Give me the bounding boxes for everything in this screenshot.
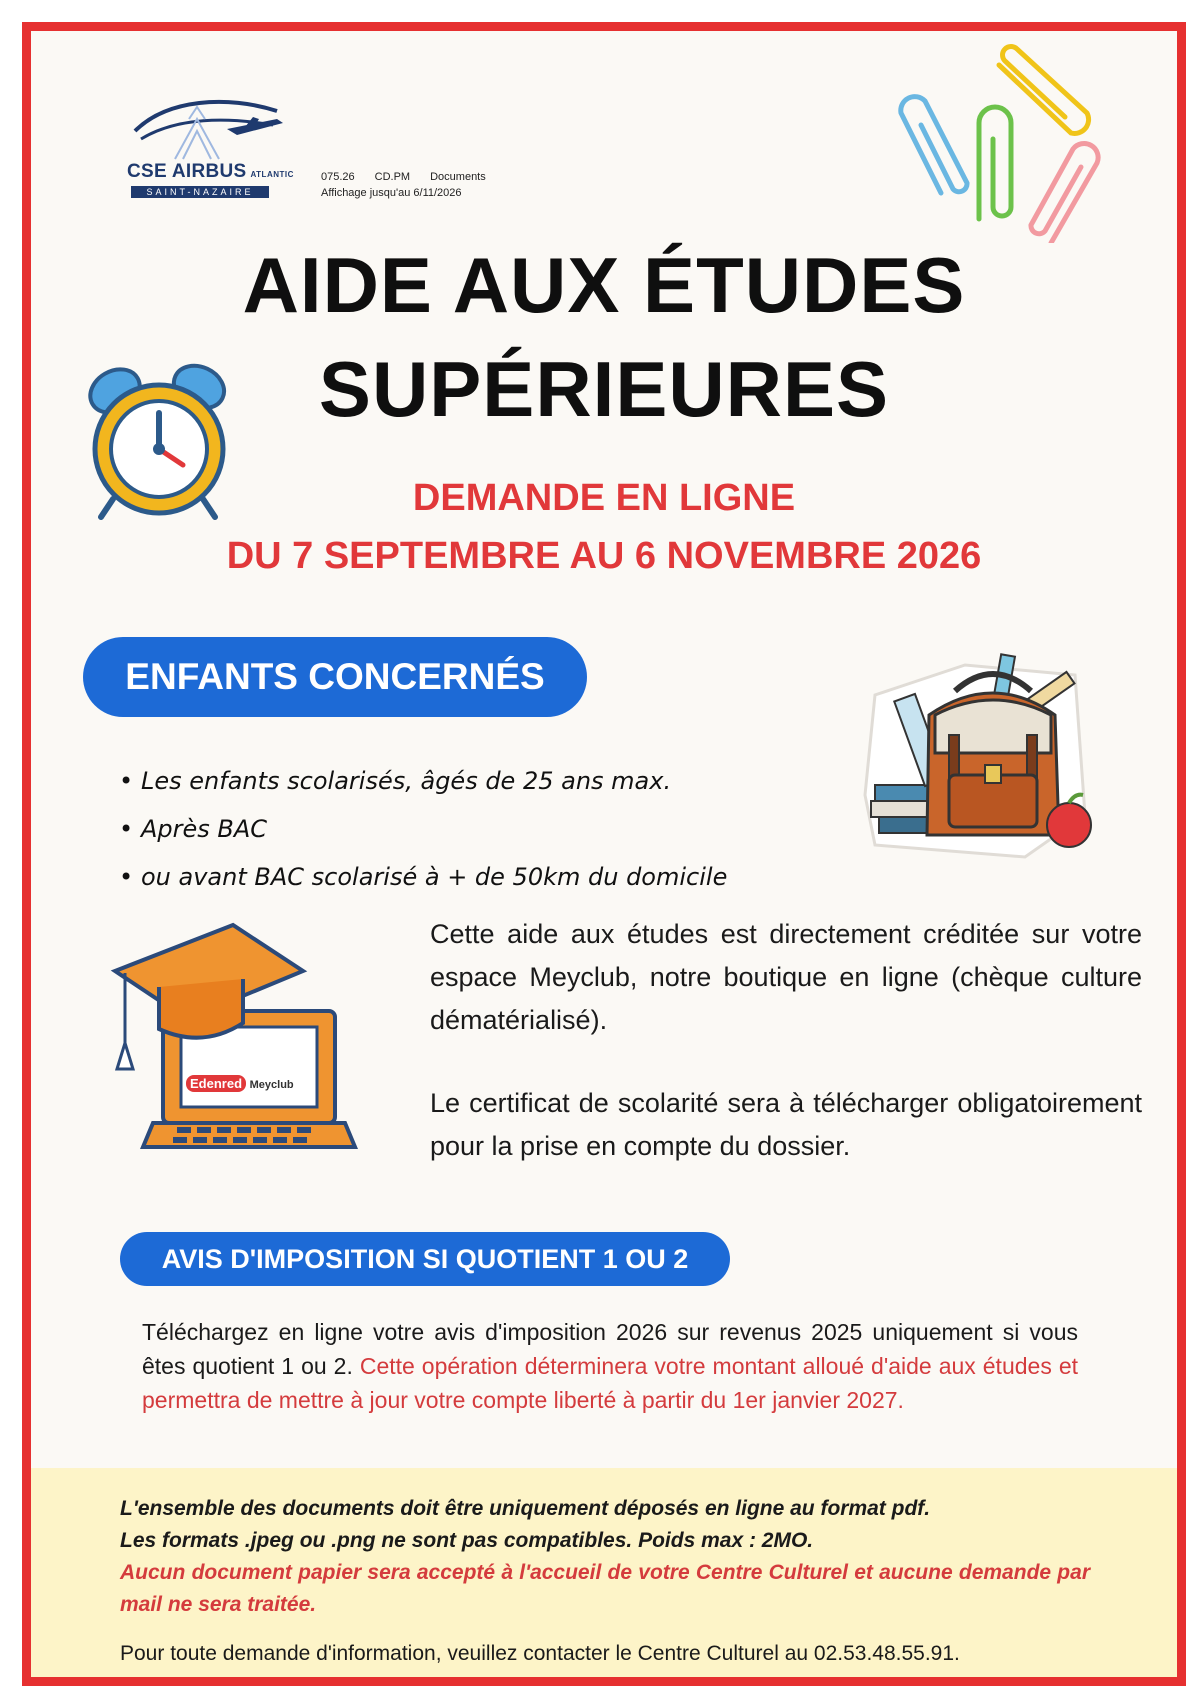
meyclub-label: Meyclub — [249, 1079, 294, 1091]
children-heading: ENFANTS CONCERNÉS — [83, 637, 587, 717]
tax-text: Téléchargez en ligne votre avis d'imposition 2026 sur revenus 2025 uniquement si vous êtes quotient 1 ou 2. — [142, 1319, 1078, 1379]
paperclips-icon — [881, 43, 1107, 243]
list-item: • Les enfants scolarisés, âgés de 25 ans max. — [119, 757, 727, 805]
poster — [22, 22, 1186, 1686]
contact-info: Pour toute demande d'information, veuillez contacter le Centre Culturel au 02.53.48.55.91. — [120, 1642, 960, 1665]
tax-paragraph — [142, 1315, 1078, 1417]
list-item: • ou avant BAC scolarisé à + de 50km du domicile — [119, 853, 727, 901]
footer-line-1: L'ensemble des documents doit être uniquement déposés en ligne au format pdf. — [120, 1497, 931, 1520]
logo-name: CSE AIRBUS ATLANTIC — [127, 161, 294, 182]
info-paragraph-2: Le certificat de scolarité sera à télécharger obligatoirement pour la prise en compte du dossier. — [430, 1088, 1142, 1161]
footer-warning: Aucun document papier sera accepté à l'accueil de votre Centre Culturel et aucune demande par mail ne sera traitée. — [120, 1561, 1090, 1616]
tax-highlight: Cette opération déterminera votre montant alloué d'aide aux études et permettra de mettre à jour votre compte liberté à partir du 1er janvier 2027. — [142, 1353, 1078, 1413]
subtitle-line-2: DU 7 SEPTEMBRE AU 6 NOVEMBRE 2026 — [226, 535, 982, 577]
info-paragraph-1: Cette aide aux études est directement créditée sur votre espace Meyclub, notre boutique en ligne (chèque culture dématérialisé). — [430, 919, 1142, 1035]
edenred-logo: Edenred — [186, 1075, 246, 1092]
airbus-logo-icon — [127, 89, 287, 163]
title-line-1: AIDE AUX ÉTUDES — [242, 241, 966, 329]
tax-heading: AVIS D'IMPOSITION SI QUOTIENT 1 OU 2 — [120, 1232, 730, 1286]
children-list — [119, 757, 727, 901]
ref-code: 075.26 — [321, 171, 355, 183]
list-item: • Après BAC — [119, 805, 727, 853]
laptop-graduation-icon — [103, 919, 363, 1151]
ref-category: Documents — [430, 171, 486, 183]
application-period — [31, 469, 1177, 585]
ref-initials: CD.PM — [374, 171, 411, 183]
footer-notes — [120, 1493, 1090, 1621]
display-until: Affichage jusqu'au 6/11/2026 — [321, 187, 462, 199]
reference-info — [321, 169, 506, 201]
footer-line-2: Les formats .jpeg ou .png ne sont pas compatibles. Poids max : 2MO. — [120, 1529, 814, 1552]
subtitle-line-1: DEMANDE EN LIGNE — [412, 477, 796, 519]
laptop-screen-label — [186, 1076, 294, 1091]
title-line-2: SUPÉRIEURES — [318, 345, 890, 433]
logo-subtitle: SAINT-NAZAIRE — [131, 186, 269, 198]
backpack-icon — [845, 635, 1101, 861]
